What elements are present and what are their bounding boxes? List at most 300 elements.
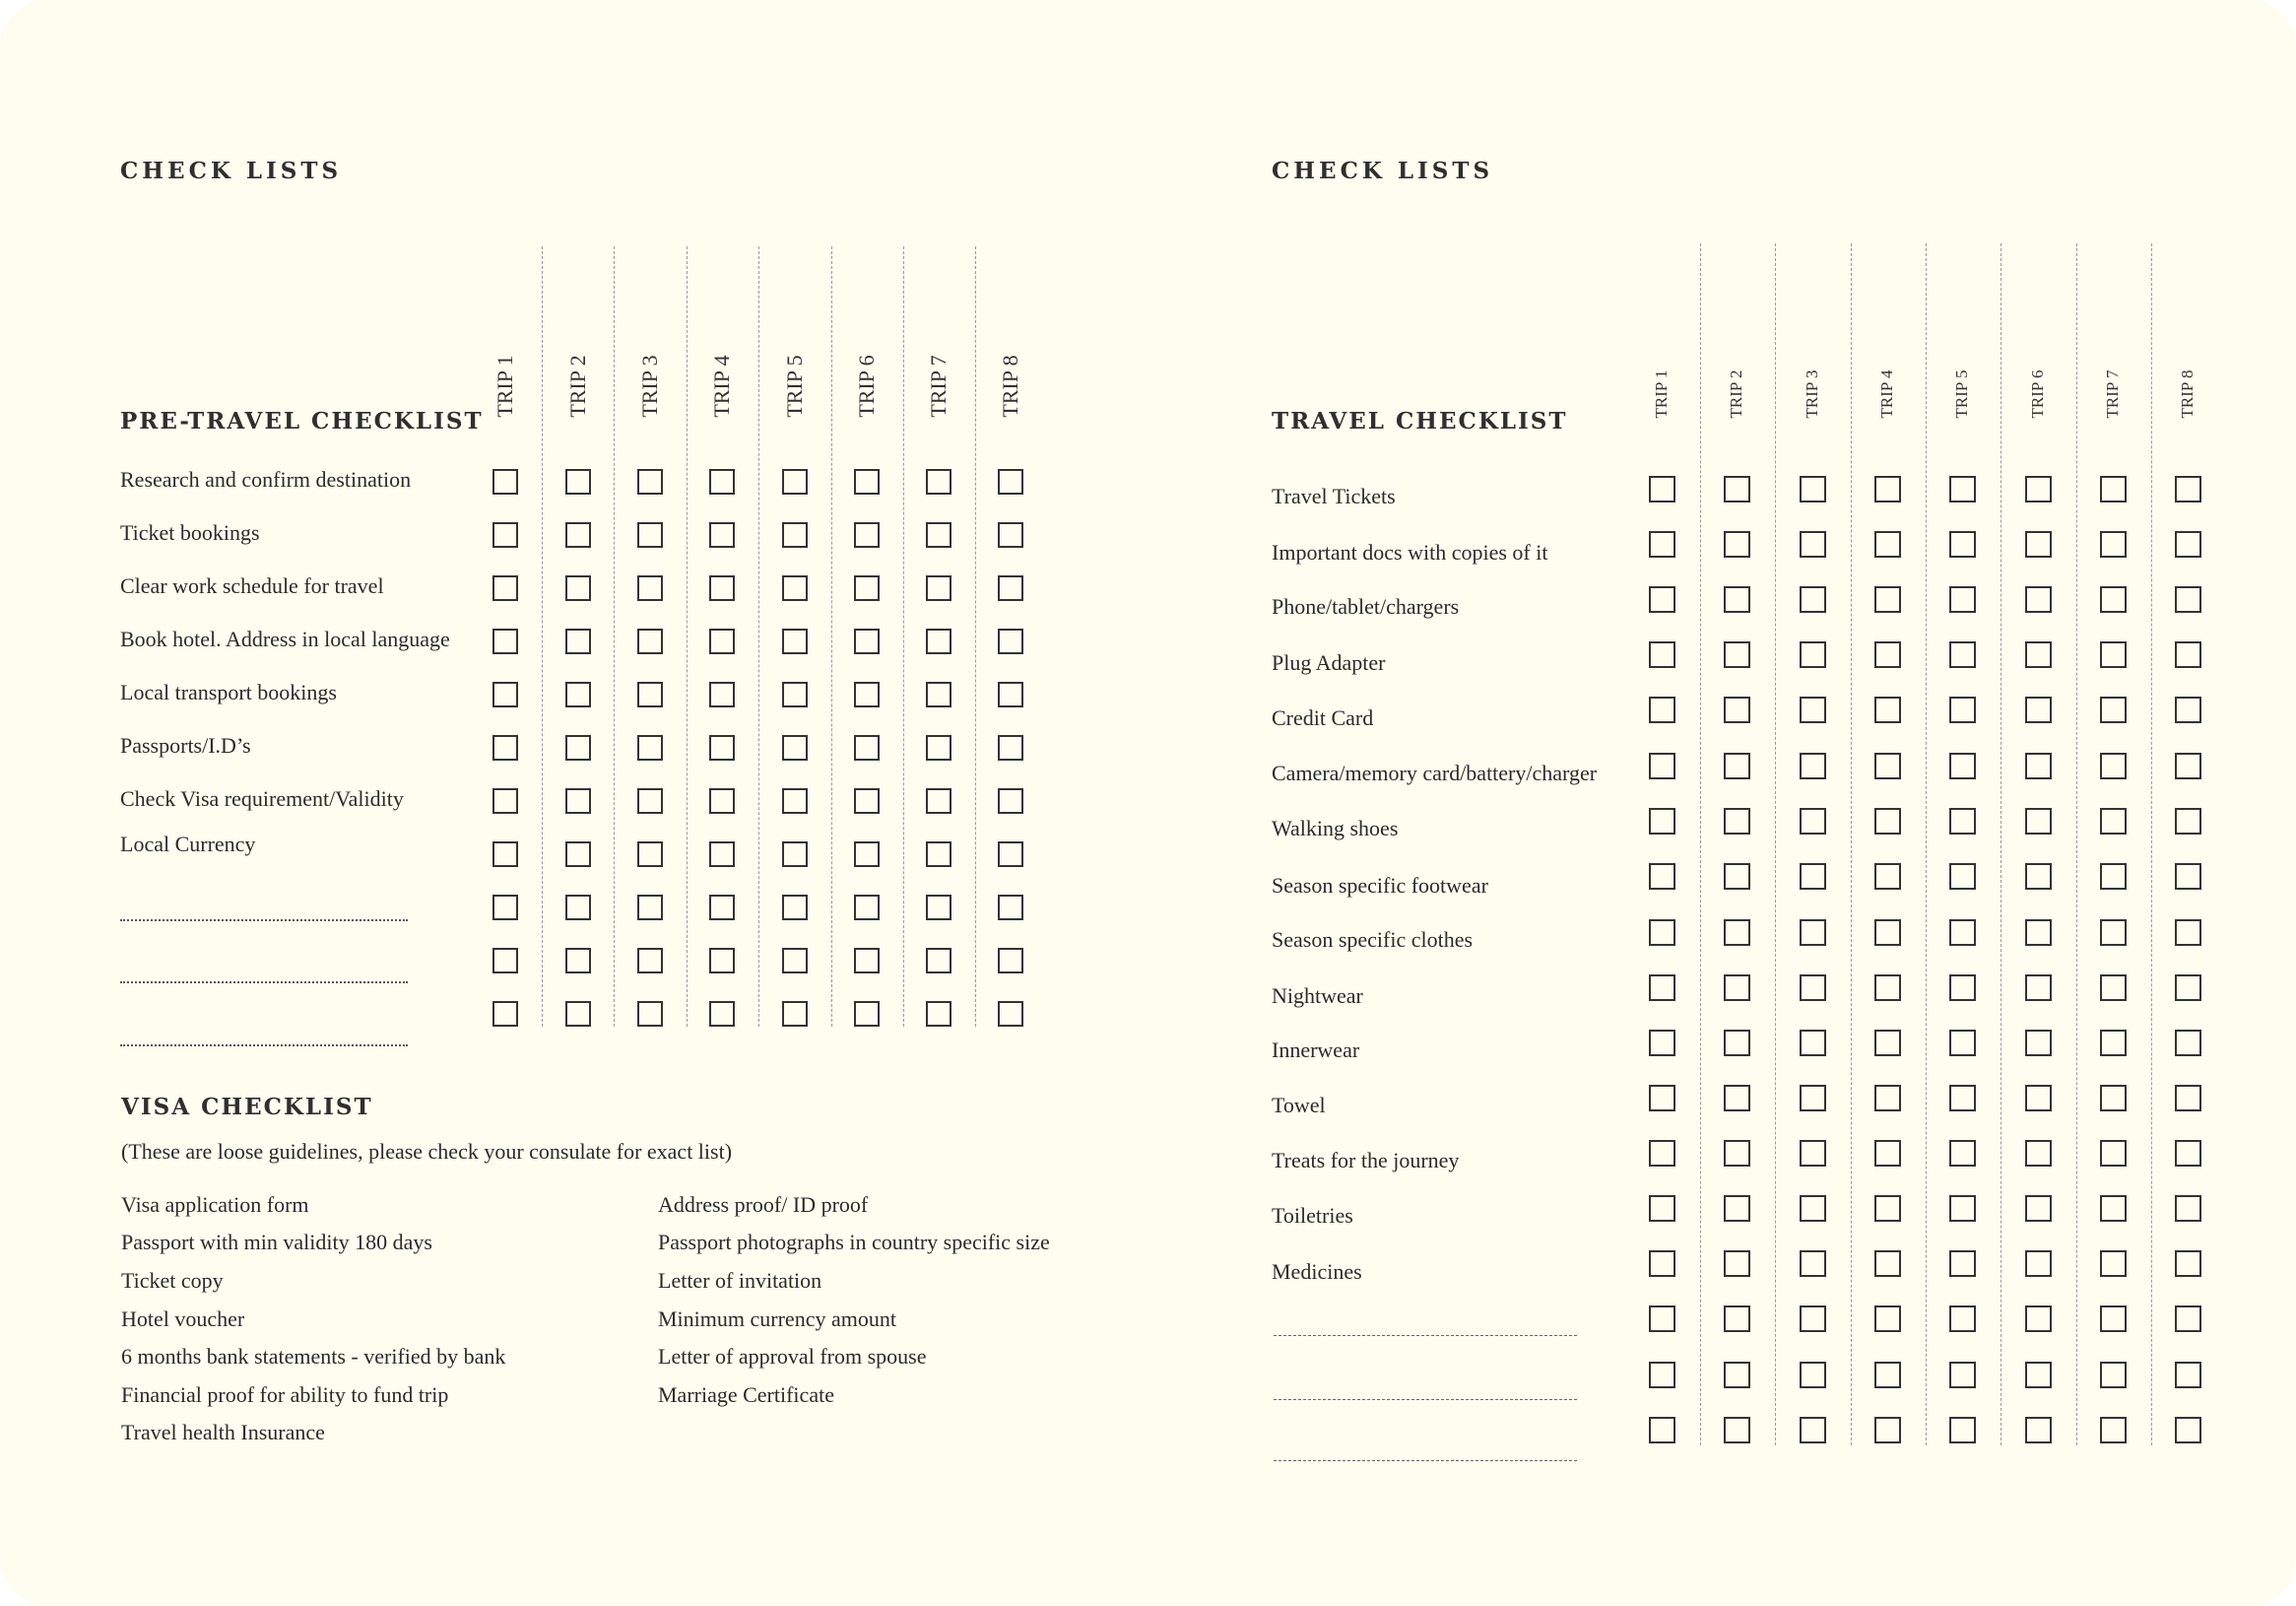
checklist-item-label: Book hotel. Address in local language xyxy=(120,627,450,651)
checkbox[interactable] xyxy=(854,841,880,867)
checkbox[interactable] xyxy=(2175,641,2201,668)
checkbox[interactable] xyxy=(1949,1250,1976,1277)
checkbox[interactable] xyxy=(2100,753,2127,779)
checkbox[interactable] xyxy=(2025,1362,2052,1388)
checkbox[interactable] xyxy=(565,522,591,548)
checkbox[interactable] xyxy=(2025,1140,2052,1167)
checkbox[interactable] xyxy=(2025,641,2052,668)
checkbox[interactable] xyxy=(1724,1305,1750,1332)
checkbox[interactable] xyxy=(998,735,1023,761)
checkbox[interactable] xyxy=(1649,1250,1675,1277)
checklist-item-label: Toiletries xyxy=(1272,1203,1353,1228)
blank-entry-line[interactable] xyxy=(120,919,408,921)
trip-column-divider xyxy=(614,246,615,1027)
checkbox[interactable] xyxy=(782,788,808,814)
checkbox[interactable] xyxy=(565,841,591,867)
checkbox[interactable] xyxy=(1949,476,1976,502)
checkbox[interactable] xyxy=(492,682,518,707)
checkbox[interactable] xyxy=(998,629,1023,654)
checkbox[interactable] xyxy=(492,522,518,548)
trip-column-header: TRIP 7 xyxy=(926,355,951,418)
checkbox[interactable] xyxy=(565,469,591,495)
checkbox[interactable] xyxy=(1649,808,1675,835)
checkbox[interactable] xyxy=(782,522,808,548)
checkbox[interactable] xyxy=(2025,1250,2052,1277)
checkbox[interactable] xyxy=(1649,1085,1675,1111)
checkbox[interactable] xyxy=(1800,1417,1826,1443)
checkbox[interactable] xyxy=(637,1001,663,1027)
checkbox[interactable] xyxy=(2025,476,2052,502)
checkbox[interactable] xyxy=(1874,531,1901,558)
checkbox[interactable] xyxy=(1874,697,1901,723)
checkbox[interactable] xyxy=(2025,1030,2052,1056)
checkbox[interactable] xyxy=(2025,531,2052,558)
checkbox[interactable] xyxy=(1724,753,1750,779)
checkbox[interactable] xyxy=(2175,863,2201,890)
checkbox[interactable] xyxy=(2100,1305,2127,1332)
checkbox[interactable] xyxy=(709,575,735,601)
checkbox[interactable] xyxy=(926,629,951,654)
checkbox[interactable] xyxy=(1800,753,1826,779)
checkbox[interactable] xyxy=(492,1001,518,1027)
checkbox[interactable] xyxy=(2175,808,2201,835)
checkbox[interactable] xyxy=(637,735,663,761)
visa-document-item: Passport with min validity 180 days xyxy=(121,1230,432,1254)
checkbox[interactable] xyxy=(1874,1140,1901,1167)
checklist-item-label: Innerwear xyxy=(1272,1037,1360,1062)
checkbox[interactable] xyxy=(926,682,951,707)
checkbox[interactable] xyxy=(492,788,518,814)
checkbox[interactable] xyxy=(998,469,1023,495)
checkbox[interactable] xyxy=(565,1001,591,1027)
checklist-item-label: Research and confirm destination xyxy=(120,467,412,492)
checkbox[interactable] xyxy=(2175,1195,2201,1222)
checkbox[interactable] xyxy=(1800,1305,1826,1332)
checkbox[interactable] xyxy=(926,948,951,973)
trip-column-divider xyxy=(1775,243,1776,1445)
checkbox[interactable] xyxy=(1724,697,1750,723)
checkbox[interactable] xyxy=(1874,476,1901,502)
checkbox[interactable] xyxy=(998,841,1023,867)
checkbox[interactable] xyxy=(1874,863,1901,890)
trip-column-header: TRIP 3 xyxy=(1803,369,1821,419)
checkbox[interactable] xyxy=(2100,1030,2127,1056)
checkbox[interactable] xyxy=(782,629,808,654)
checkbox[interactable] xyxy=(709,522,735,548)
checkbox[interactable] xyxy=(854,682,880,707)
checkbox[interactable] xyxy=(1874,1417,1901,1443)
checkbox[interactable] xyxy=(1724,808,1750,835)
checkbox[interactable] xyxy=(1949,1030,1976,1056)
checklist-item-label: Local Currency xyxy=(120,832,256,856)
checkbox[interactable] xyxy=(1800,1140,1826,1167)
checkbox[interactable] xyxy=(1949,753,1976,779)
checkbox[interactable] xyxy=(998,1001,1023,1027)
checkbox[interactable] xyxy=(2100,531,2127,558)
checkbox[interactable] xyxy=(709,682,735,707)
checkbox[interactable] xyxy=(492,895,518,920)
checklist-item-label: Credit Card xyxy=(1272,705,1374,730)
trip-column-divider xyxy=(1700,243,1701,1445)
checkbox[interactable] xyxy=(1949,863,1976,890)
checkbox[interactable] xyxy=(782,682,808,707)
checklist-item-label: Local transport bookings xyxy=(120,680,337,704)
checkbox[interactable] xyxy=(2175,919,2201,946)
checkbox[interactable] xyxy=(1649,753,1675,779)
travel-checklist-title: TRAVEL CHECKLIST xyxy=(1272,408,1568,435)
checkbox[interactable] xyxy=(637,575,663,601)
checkbox[interactable] xyxy=(637,629,663,654)
checkbox[interactable] xyxy=(565,895,591,920)
checkbox[interactable] xyxy=(1949,1140,1976,1167)
visa-document-item: Letter of approval from spouse xyxy=(658,1344,927,1369)
checkbox[interactable] xyxy=(2175,1140,2201,1167)
checkbox[interactable] xyxy=(2100,1417,2127,1443)
trip-column-header: TRIP 2 xyxy=(565,355,590,418)
checkbox[interactable] xyxy=(782,841,808,867)
checkbox[interactable] xyxy=(637,948,663,973)
blank-entry-line[interactable] xyxy=(1274,1399,1577,1400)
checkbox[interactable] xyxy=(854,788,880,814)
checkbox[interactable] xyxy=(637,522,663,548)
checkbox[interactable] xyxy=(998,948,1023,973)
visa-checklist-note: (These are loose guidelines, please check your consulate for exact list) xyxy=(121,1139,733,1164)
checkbox[interactable] xyxy=(2100,1085,2127,1111)
checkbox[interactable] xyxy=(2100,1362,2127,1388)
checkbox[interactable] xyxy=(709,948,735,973)
trip-column-header: TRIP 6 xyxy=(854,355,879,418)
checkbox[interactable] xyxy=(1649,1362,1675,1388)
checkbox[interactable] xyxy=(1724,1362,1750,1388)
checkbox[interactable] xyxy=(1874,753,1901,779)
checkbox[interactable] xyxy=(926,841,951,867)
trip-column-header: TRIP 3 xyxy=(637,355,662,418)
checkbox[interactable] xyxy=(854,575,880,601)
checkbox[interactable] xyxy=(926,735,951,761)
visa-document-item: Hotel voucher xyxy=(121,1306,245,1331)
checkbox[interactable] xyxy=(1800,1085,1826,1111)
checkbox[interactable] xyxy=(1649,586,1675,613)
checkbox[interactable] xyxy=(1724,1030,1750,1056)
checkbox[interactable] xyxy=(1874,1195,1901,1222)
trip-column-header: TRIP 1 xyxy=(492,355,517,418)
checkbox[interactable] xyxy=(998,895,1023,920)
checkbox[interactable] xyxy=(1949,531,1976,558)
checkbox[interactable] xyxy=(1949,974,1976,1001)
trip-column-header: TRIP 6 xyxy=(2028,369,2047,419)
trip-column-divider xyxy=(542,246,543,1027)
checkbox[interactable] xyxy=(2100,697,2127,723)
checkbox[interactable] xyxy=(782,895,808,920)
checklist-item-label: Nightwear xyxy=(1272,983,1363,1008)
checkbox[interactable] xyxy=(782,1001,808,1027)
checkbox[interactable] xyxy=(2025,808,2052,835)
trip-column-divider xyxy=(831,246,832,1027)
checkbox[interactable] xyxy=(1800,1030,1826,1056)
checkbox[interactable] xyxy=(1800,808,1826,835)
checkbox[interactable] xyxy=(709,629,735,654)
checkbox[interactable] xyxy=(2025,1195,2052,1222)
checkbox[interactable] xyxy=(2175,1085,2201,1111)
checkbox[interactable] xyxy=(854,895,880,920)
checkbox[interactable] xyxy=(1949,697,1976,723)
trip-column-divider xyxy=(1851,243,1852,1445)
checkbox[interactable] xyxy=(709,895,735,920)
checkbox[interactable] xyxy=(2025,1305,2052,1332)
checkbox[interactable] xyxy=(926,575,951,601)
checkbox[interactable] xyxy=(2175,476,2201,502)
checklist-item-label: Passports/I.D’s xyxy=(120,733,251,758)
checkbox[interactable] xyxy=(1649,1305,1675,1332)
checkbox[interactable] xyxy=(2175,697,2201,723)
checkbox[interactable] xyxy=(1800,919,1826,946)
blank-entry-line[interactable] xyxy=(1274,1335,1577,1336)
checkbox[interactable] xyxy=(1724,1085,1750,1111)
checkbox[interactable] xyxy=(709,735,735,761)
checklist-item-label: Camera/memory card/battery/charger xyxy=(1272,761,1598,785)
checkbox[interactable] xyxy=(1874,1030,1901,1056)
checkbox[interactable] xyxy=(2175,531,2201,558)
checkbox[interactable] xyxy=(1800,974,1826,1001)
checkbox[interactable] xyxy=(926,522,951,548)
checkbox[interactable] xyxy=(2175,1417,2201,1443)
trip-column-header: TRIP 8 xyxy=(2178,369,2197,419)
checkbox[interactable] xyxy=(1874,1250,1901,1277)
checkbox[interactable] xyxy=(1800,1362,1826,1388)
checkbox[interactable] xyxy=(2025,586,2052,613)
checkbox[interactable] xyxy=(492,735,518,761)
checkbox[interactable] xyxy=(1874,974,1901,1001)
checkbox[interactable] xyxy=(1800,476,1826,502)
checkbox[interactable] xyxy=(1874,586,1901,613)
checkbox[interactable] xyxy=(492,469,518,495)
checkbox[interactable] xyxy=(998,522,1023,548)
checklist-item-label: Travel Tickets xyxy=(1272,484,1396,508)
trip-column-header: TRIP 7 xyxy=(2103,369,2122,419)
visa-document-item: Travel health Insurance xyxy=(121,1420,325,1444)
checkbox[interactable] xyxy=(998,682,1023,707)
checkbox[interactable] xyxy=(782,469,808,495)
checkbox[interactable] xyxy=(637,682,663,707)
checkbox[interactable] xyxy=(1649,1195,1675,1222)
checkbox[interactable] xyxy=(1649,476,1675,502)
checkbox[interactable] xyxy=(2175,974,2201,1001)
checkbox[interactable] xyxy=(926,788,951,814)
checkbox[interactable] xyxy=(1949,1305,1976,1332)
checkbox[interactable] xyxy=(1949,1195,1976,1222)
checkbox[interactable] xyxy=(854,469,880,495)
checkbox[interactable] xyxy=(1724,1417,1750,1443)
visa-checklist-title: VISA CHECKLIST xyxy=(121,1094,373,1120)
checklist-item-label: Important docs with copies of it xyxy=(1272,540,1548,565)
checkbox[interactable] xyxy=(854,948,880,973)
checkbox[interactable] xyxy=(782,735,808,761)
checkbox[interactable] xyxy=(1649,919,1675,946)
checkbox[interactable] xyxy=(1949,808,1976,835)
checklist-item-label: Medicines xyxy=(1272,1259,1362,1284)
checkbox[interactable] xyxy=(1649,863,1675,890)
checkbox[interactable] xyxy=(2025,863,2052,890)
checkbox[interactable] xyxy=(2025,974,2052,1001)
trip-column-divider xyxy=(2076,243,2077,1445)
checklist-item-label: Clear work schedule for travel xyxy=(120,573,384,598)
checkbox[interactable] xyxy=(2100,863,2127,890)
checkbox[interactable] xyxy=(637,841,663,867)
checkbox[interactable] xyxy=(1949,586,1976,613)
trip-column-divider xyxy=(903,246,904,1027)
checkbox[interactable] xyxy=(2100,1250,2127,1277)
checkbox[interactable] xyxy=(492,841,518,867)
checkbox[interactable] xyxy=(492,948,518,973)
checkbox[interactable] xyxy=(1724,476,1750,502)
checkbox[interactable] xyxy=(926,895,951,920)
visa-document-item: Letter of invitation xyxy=(658,1268,822,1293)
checkbox[interactable] xyxy=(637,469,663,495)
trip-column-header: TRIP 5 xyxy=(1952,369,1971,419)
visa-document-item: Marriage Certificate xyxy=(658,1382,834,1407)
checkbox[interactable] xyxy=(709,788,735,814)
blank-entry-line[interactable] xyxy=(1274,1460,1577,1461)
checkbox[interactable] xyxy=(2100,586,2127,613)
checkbox[interactable] xyxy=(2025,697,2052,723)
checkbox[interactable] xyxy=(1649,697,1675,723)
checkbox[interactable] xyxy=(782,948,808,973)
blank-entry-line[interactable] xyxy=(120,981,408,983)
trip-column-divider xyxy=(1926,243,1927,1445)
visa-document-item: Minimum currency amount xyxy=(658,1306,896,1331)
checklist-item-label: Check Visa requirement/Validity xyxy=(120,786,404,811)
checkbox[interactable] xyxy=(1874,1305,1901,1332)
checkbox[interactable] xyxy=(998,788,1023,814)
trip-column-header: TRIP 2 xyxy=(1727,369,1745,419)
trip-column-divider xyxy=(975,246,976,1027)
checkbox[interactable] xyxy=(1800,1195,1826,1222)
checkbox[interactable] xyxy=(2100,919,2127,946)
checkbox[interactable] xyxy=(1724,531,1750,558)
visa-document-item: Ticket copy xyxy=(121,1268,224,1293)
checkbox[interactable] xyxy=(2175,586,2201,613)
checkbox[interactable] xyxy=(1724,974,1750,1001)
checkbox[interactable] xyxy=(1649,531,1675,558)
checkbox[interactable] xyxy=(1800,641,1826,668)
checkbox[interactable] xyxy=(1800,1250,1826,1277)
checkbox[interactable] xyxy=(565,735,591,761)
checkbox[interactable] xyxy=(1800,863,1826,890)
checkbox[interactable] xyxy=(2100,974,2127,1001)
trip-column-header: TRIP 4 xyxy=(709,355,734,418)
checkbox[interactable] xyxy=(2100,641,2127,668)
checkbox[interactable] xyxy=(926,469,951,495)
checkbox[interactable] xyxy=(2175,753,2201,779)
trip-column-divider xyxy=(758,246,759,1027)
checkbox[interactable] xyxy=(1874,1085,1901,1111)
checkbox[interactable] xyxy=(1649,1140,1675,1167)
trip-column-divider xyxy=(687,246,688,1027)
checkbox[interactable] xyxy=(1649,1030,1675,1056)
checkbox[interactable] xyxy=(637,788,663,814)
checkbox[interactable] xyxy=(1724,586,1750,613)
checkbox[interactable] xyxy=(637,895,663,920)
checkbox[interactable] xyxy=(1949,641,1976,668)
visa-document-item: Passport photographs in country specific size xyxy=(658,1230,1050,1254)
checkbox[interactable] xyxy=(1949,1362,1976,1388)
checkbox[interactable] xyxy=(565,575,591,601)
left-page-heading: CHECK LISTS xyxy=(120,158,343,184)
checkbox[interactable] xyxy=(1874,1362,1901,1388)
checkbox[interactable] xyxy=(2100,476,2127,502)
checkbox[interactable] xyxy=(2100,1195,2127,1222)
checkbox[interactable] xyxy=(998,575,1023,601)
checkbox[interactable] xyxy=(1649,974,1675,1001)
checkbox[interactable] xyxy=(854,735,880,761)
checkbox[interactable] xyxy=(565,948,591,973)
checkbox[interactable] xyxy=(854,629,880,654)
checkbox[interactable] xyxy=(1874,641,1901,668)
checkbox[interactable] xyxy=(1874,919,1901,946)
checkbox[interactable] xyxy=(2100,1140,2127,1167)
checkbox[interactable] xyxy=(1649,641,1675,668)
checkbox[interactable] xyxy=(1800,586,1826,613)
checkbox[interactable] xyxy=(1800,531,1826,558)
checkbox[interactable] xyxy=(2100,808,2127,835)
blank-entry-line[interactable] xyxy=(120,1044,408,1046)
checkbox[interactable] xyxy=(2025,1417,2052,1443)
checkbox[interactable] xyxy=(1949,1417,1976,1443)
trip-column-divider xyxy=(2151,243,2152,1445)
checkbox[interactable] xyxy=(2175,1030,2201,1056)
checkbox[interactable] xyxy=(709,469,735,495)
checkbox[interactable] xyxy=(782,575,808,601)
checkbox[interactable] xyxy=(2025,753,2052,779)
checkbox[interactable] xyxy=(1949,1085,1976,1111)
checkbox[interactable] xyxy=(1649,1417,1675,1443)
checkbox[interactable] xyxy=(1724,641,1750,668)
checkbox[interactable] xyxy=(1724,1195,1750,1222)
checkbox[interactable] xyxy=(1724,1140,1750,1167)
checkbox[interactable] xyxy=(1724,863,1750,890)
visa-document-item: Address proof/ ID proof xyxy=(658,1192,869,1217)
checkbox[interactable] xyxy=(854,522,880,548)
checkbox[interactable] xyxy=(2175,1305,2201,1332)
checkbox[interactable] xyxy=(492,629,518,654)
trip-column-header: TRIP 1 xyxy=(1652,369,1671,419)
checkbox[interactable] xyxy=(709,1001,735,1027)
visa-document-item: Visa application form xyxy=(121,1192,309,1217)
checkbox[interactable] xyxy=(565,682,591,707)
checkbox[interactable] xyxy=(565,788,591,814)
checklist-item-label: Treats for the journey xyxy=(1272,1148,1460,1172)
checkbox[interactable] xyxy=(2175,1250,2201,1277)
checkbox[interactable] xyxy=(926,1001,951,1027)
checklist-item-label: Phone/tablet/chargers xyxy=(1272,594,1460,619)
checkbox[interactable] xyxy=(709,841,735,867)
checkbox[interactable] xyxy=(854,1001,880,1027)
checkbox[interactable] xyxy=(2175,1362,2201,1388)
checkbox[interactable] xyxy=(565,629,591,654)
checkbox[interactable] xyxy=(492,575,518,601)
checkbox[interactable] xyxy=(1874,808,1901,835)
checklist-item-label: Plug Adapter xyxy=(1272,650,1386,675)
trip-column-header: TRIP 5 xyxy=(782,355,807,418)
checkbox[interactable] xyxy=(1724,1250,1750,1277)
checkbox[interactable] xyxy=(1949,919,1976,946)
checklist-item-label: Ticket bookings xyxy=(120,520,260,545)
checklist-item-label: Walking shoes xyxy=(1272,816,1399,840)
checkbox[interactable] xyxy=(1800,697,1826,723)
checkbox[interactable] xyxy=(1724,919,1750,946)
checkbox[interactable] xyxy=(2025,1085,2052,1111)
checkbox[interactable] xyxy=(2025,919,2052,946)
